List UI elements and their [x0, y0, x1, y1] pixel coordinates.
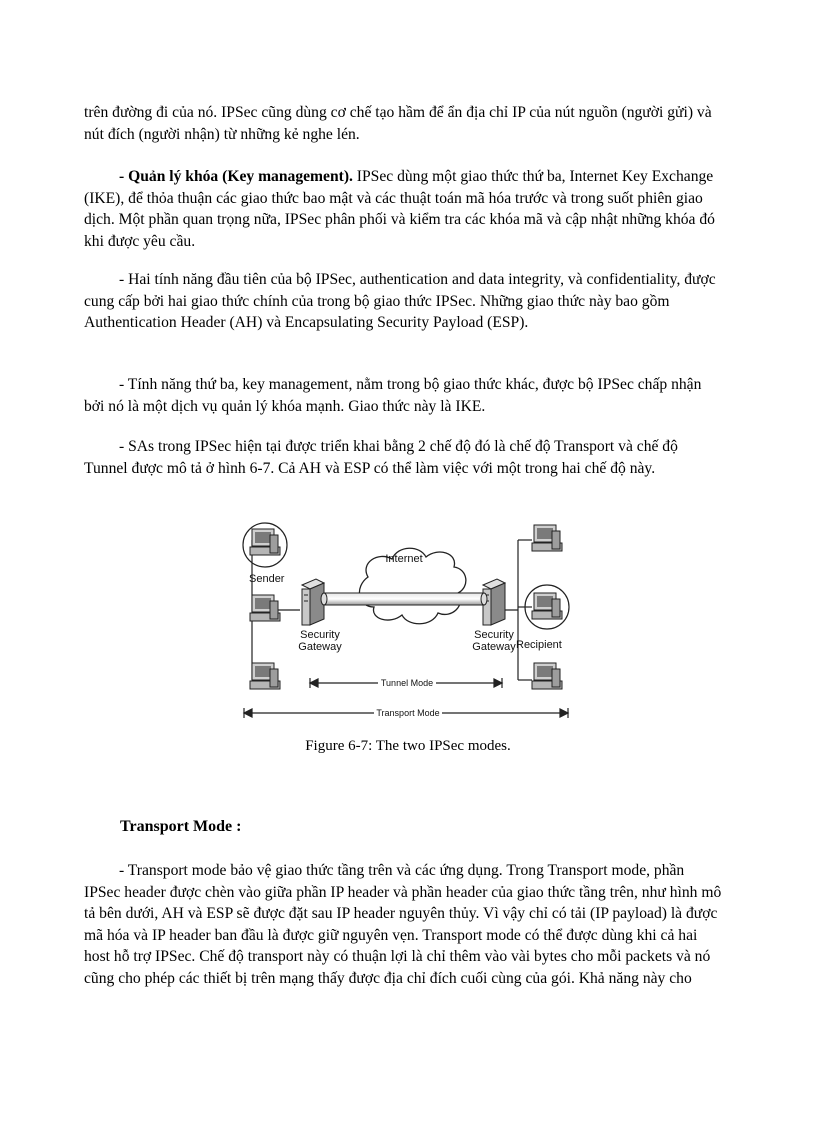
transport-mode-label: Transport Mode — [376, 708, 440, 718]
section-heading-transport-mode: Transport Mode : — [120, 818, 242, 835]
paragraph-transport-mode: - Transport mode bảo vệ giao thức tầng trên và các ứng dụng. Trong Transport mode, phần IPSec header được chèn vào giữa phần IP header và phần header của giao thức tầng trên, như hình mô tả bên dưới, AH và ESP sẽ được đặt sau IP header nguyên thủy. Vì vậy chỉ có tải (IP payload) là được mã hóa và IP header ban đầu là được giữ nguyên vẹn. Transport mode có thể được dùng khi cả hai host hỗ trợ IPSec. Chế độ transport này có thuận lợi là chỉ thêm vào vài bytes cho mỗi packets và nó cũng cho phép các thiết bị trên mạng thấy được địa chỉ đích cuối cùng của gói. Khả năng này cho — [84, 862, 722, 987]
key-management-bold-lead: - Quản lý khóa (Key management). — [119, 168, 353, 185]
ipsec-tunnel-pipe — [321, 593, 487, 605]
right-computer-icon-3 — [532, 663, 562, 689]
tunnel-mode-label: Tunnel Mode — [380, 678, 434, 688]
left-computer-icon-2 — [250, 595, 280, 621]
left-gateway-gateway-label: Gateway — [298, 641, 342, 653]
left-computer-icon-3 — [250, 663, 280, 689]
right-gateway-gateway-label: Gateway — [472, 641, 516, 653]
right-gateway-security-label: Security — [474, 629, 514, 641]
figure-caption: Figure 6-7: The two IPSec modes. — [305, 738, 511, 754]
ipsec-modes-figure — [240, 515, 580, 725]
left-security-gateway-icon — [302, 579, 324, 625]
paragraph-key-management — [84, 166, 724, 252]
key-management-text: IPSec dùng một giao thức thứ ba, Internet Key Exchange (IKE), để thỏa thuận các giao thức bao mật và các thuật toán mã hóa trước và trong suốt phiên giao dịch. Một phần quan trọng nữa, IPSec phân phối và kiểm tra các khóa mã và cập nhật những khóa đó khi được yêu cầu. — [84, 168, 715, 250]
sender-computer-icon — [243, 523, 287, 567]
paragraph-ike: - Tính năng thứ ba, key management, nằm trong bộ giao thức khác, được bộ IPSec chấp nhận bởi nó là một dịch vụ quản lý khóa mạnh. Giao thức này là IKE. — [84, 376, 702, 415]
recipient-label: Recipient — [516, 639, 562, 651]
sender-label: Sender — [249, 573, 285, 585]
right-computer-icon-1 — [532, 525, 562, 551]
paragraph-tunnel-continuation: trên đường đi của nó. IPSec cũng dùng cơ chế tạo hầm để ẩn địa chỉ IP của nút nguồn (người gửi) và nút đích (người nhận) từ những kẻ nghe lén. — [84, 104, 712, 143]
paragraph-ah-esp: - Hai tính năng đầu tiên của bộ IPSec, authentication and data integrity, và confidentiality, được cung cấp bởi hai giao thức chính của trong bộ giao thức IPSec. Những giao thức này bao gồm Authentication Header (AH) và Encapsulating Security Payload (ESP). — [84, 271, 716, 331]
internet-label: Internet — [385, 553, 423, 565]
paragraph-modes: - SAs trong IPSec hiện tại được triển khai bằng 2 chế độ đó là chế độ Transport và chế độ Tunnel được mô tả ở hình 6-7. Cả AH và ESP có thể làm việc với một trong hai chế độ này. — [84, 438, 678, 477]
left-gateway-security-label: Security — [300, 629, 340, 641]
